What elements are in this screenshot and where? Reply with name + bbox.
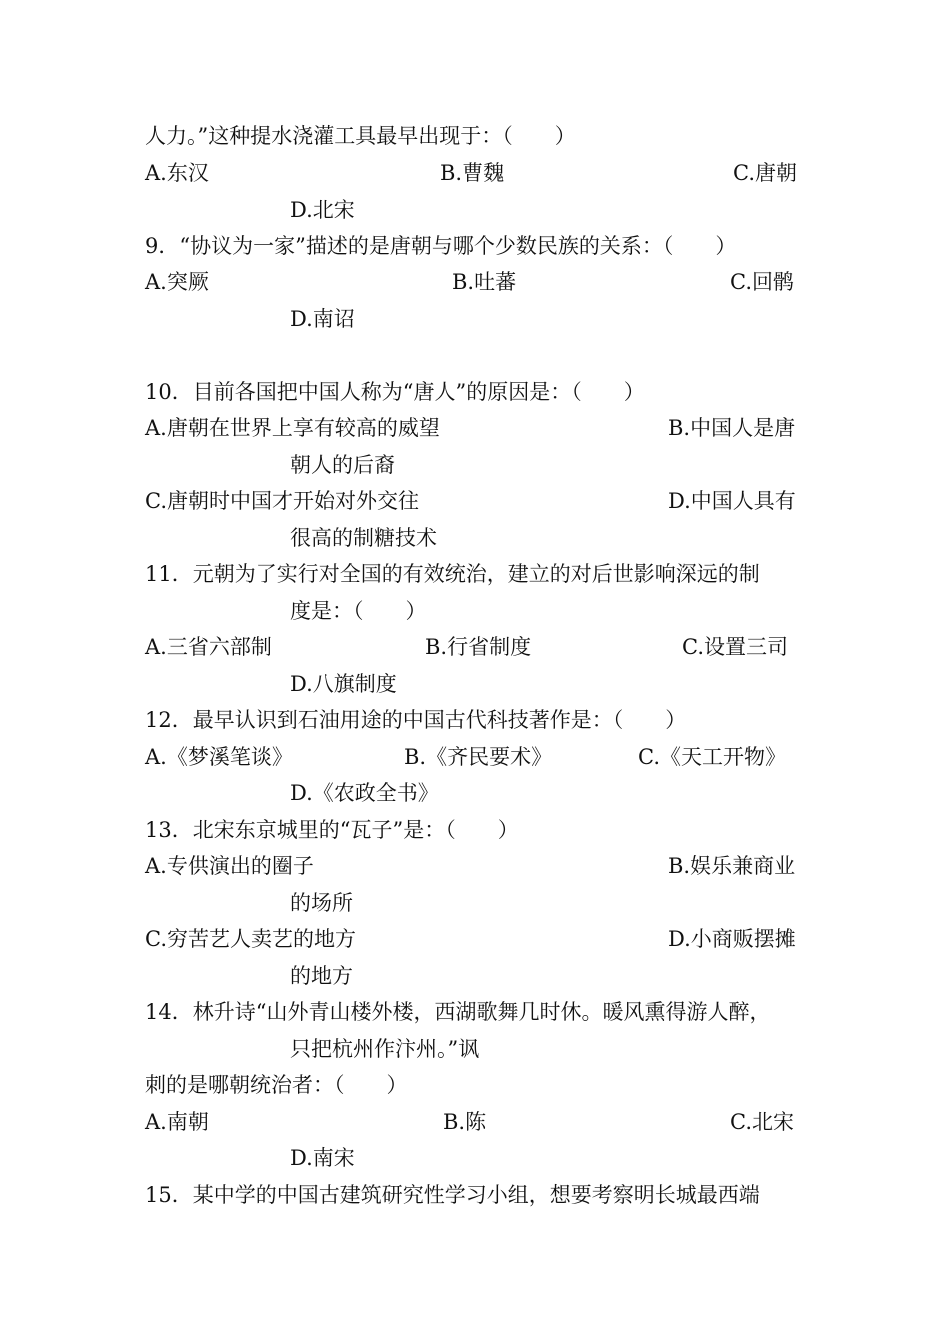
text-segment: 14．林升诗“山外青山楼外楼，西湖歌舞几时休。暖风熏得游人醉， — [145, 1000, 771, 1024]
text-line — [0, 155, 950, 191]
text-segment: D.北宋 — [290, 198, 355, 222]
text-segment: C.唐朝时中国才开始对外交往 — [145, 489, 419, 513]
text-segment: 人力。”这种提水浇灌工具最早出现于：（ ） — [145, 124, 576, 148]
text-line — [0, 556, 950, 592]
text-segment: A.专供演出的圈子 — [145, 854, 314, 878]
text-line — [0, 1104, 950, 1140]
text-line — [0, 958, 950, 994]
text-segment: B.行省制度 — [425, 635, 532, 659]
text-line — [0, 1177, 950, 1213]
text-segment: D.《农政全书》 — [290, 781, 439, 805]
text-segment: 9．“协议为一家”描述的是唐朝与哪个少数民族的关系：（ ） — [145, 234, 737, 258]
text-segment: 刺的是哪朝统治者：（ ） — [145, 1073, 408, 1097]
text-segment: C.北宋 — [730, 1110, 794, 1134]
text-segment: A.东汉 — [145, 161, 209, 185]
text-segment: C.《天工开物》 — [638, 745, 786, 769]
text-line — [0, 739, 950, 775]
text-segment: C.唐朝 — [733, 161, 797, 185]
text-segment: A.三省六部制 — [145, 635, 272, 659]
text-segment: 的场所 — [290, 891, 353, 915]
text-segment: B.陈 — [443, 1110, 487, 1134]
text-segment: 11．元朝为了实行对全国的有效统治，建立的对后世影响深远的制 — [145, 562, 760, 586]
text-segment: 15．某中学的中国古建筑研究性学习小组，想要考察明长城最西端 — [145, 1183, 760, 1207]
text-segment: D.中国人具有 — [668, 489, 796, 513]
text-line — [0, 118, 950, 154]
text-segment: B.娱乐兼商业 — [668, 854, 796, 878]
text-line — [0, 775, 950, 811]
text-segment: 只把杭州作汴州。”讽 — [290, 1037, 480, 1061]
text-line — [0, 629, 950, 665]
text-line — [0, 301, 950, 337]
text-line — [0, 1140, 950, 1176]
text-line — [0, 447, 950, 483]
text-line — [0, 1031, 950, 1067]
text-segment: B.吐蕃 — [452, 270, 517, 294]
text-segment: D.八旗制度 — [290, 672, 397, 696]
text-segment: C.设置三司 — [682, 635, 788, 659]
text-line — [0, 921, 950, 957]
text-line — [0, 812, 950, 848]
text-line — [0, 666, 950, 702]
text-line — [0, 192, 950, 228]
text-segment: B.曹魏 — [440, 161, 505, 185]
text-segment: 13．北宋东京城里的“瓦子”是：（ ） — [145, 818, 519, 842]
text-segment: 的地方 — [290, 964, 353, 988]
text-segment: A.突厥 — [145, 270, 209, 294]
text-line — [0, 483, 950, 519]
text-line — [0, 228, 950, 264]
text-segment: B.中国人是唐 — [668, 416, 796, 440]
text-line — [0, 410, 950, 446]
text-line — [0, 593, 950, 629]
text-segment: 10．目前各国把中国人称为“唐人”的原因是：（ ） — [145, 380, 645, 404]
text-segment: 很高的制糖技术 — [290, 526, 437, 550]
text-segment: 度是：（ ） — [290, 599, 427, 623]
text-line — [0, 994, 950, 1030]
text-line — [0, 264, 950, 300]
text-segment: D.南宋 — [290, 1146, 355, 1170]
text-line — [0, 1067, 950, 1103]
text-segment: D.南诏 — [290, 307, 355, 331]
text-line — [0, 848, 950, 884]
text-segment: 12．最早认识到石油用途的中国古代科技著作是：（ ） — [145, 708, 687, 732]
text-segment: D.小商贩摆摊 — [668, 927, 796, 951]
text-segment: A.《梦溪笔谈》 — [145, 745, 293, 769]
text-line — [0, 702, 950, 738]
text-segment: 朝人的后裔 — [290, 453, 395, 477]
text-segment: A.南朝 — [145, 1110, 209, 1134]
text-line — [0, 520, 950, 556]
text-segment: C.回鹘 — [730, 270, 794, 294]
text-line — [0, 885, 950, 921]
text-segment: A.唐朝在世界上享有较高的威望 — [145, 416, 440, 440]
text-segment: C.穷苦艺人卖艺的地方 — [145, 927, 356, 951]
text-line — [0, 374, 950, 410]
text-segment: B.《齐民要术》 — [404, 745, 553, 769]
